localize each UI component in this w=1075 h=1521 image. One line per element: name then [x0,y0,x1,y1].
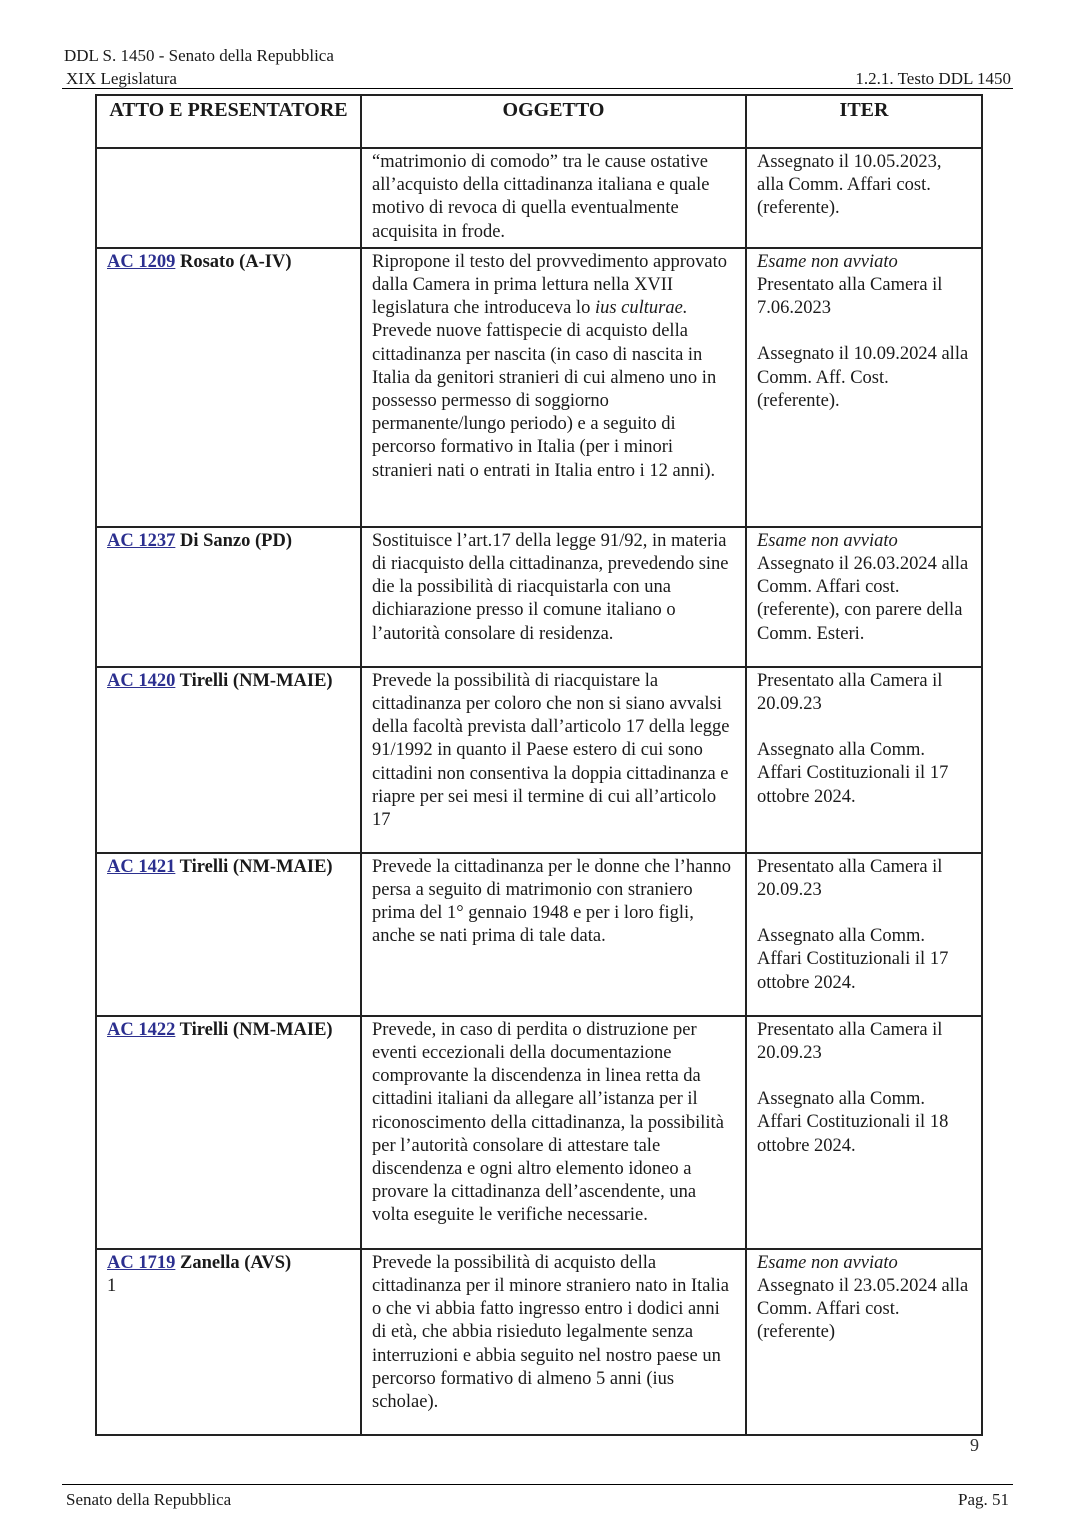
table-row [96,667,982,853]
presenter-name: Tirelli (NM-MAIE) [175,1019,333,1040]
presenter-name: Tirelli (NM-MAIE) [175,670,333,691]
bill-link-ac1237[interactable]: AC 1237 [107,530,176,551]
header-divider [62,88,1013,89]
atto-cell [96,853,361,1016]
presenter-name: Di Sanzo (PD) [175,530,293,551]
table-row [96,1016,982,1249]
oggetto-text: Ripropone il testo del provvedimento approvato dalla Camera in prima lettura nella XVII legislatura che introduceva lo [372,251,728,319]
bills-table [95,94,983,1436]
footnote-marker: 1 [107,1276,117,1297]
atto-cell [96,527,361,667]
oggetto-italic-text: ius culturae. [594,298,688,319]
oggetto-cell: Sostituisce l’art.17 della legge 91/92, in materia di riacquisto della cittadinanza, prevedendo sine die la possibilità di riacquistarla con una dichiarazione presso il comune italiano o l’autorità consolare di residenza. [361,527,746,667]
page-number: 9 [970,1435,979,1455]
bill-link-ac1421[interactable]: AC 1421 [107,856,176,877]
iter-presented: Presentato alla Camera il 20.09.23 [757,856,943,901]
iter-cell [746,148,982,248]
atto-cell [96,248,361,527]
atto-cell [96,667,361,853]
table-header-row [96,95,982,148]
atto-cell [96,1016,361,1249]
table-row [96,248,982,527]
oggetto-cell: Prevede, in caso di perdita o distruzione per eventi eccezionali della documentazione comprovante la discendenza in linea retta da cittadini italiani da allegare all’istanza per il riconoscimento della cittadinanza, la possibilità per l’autorità consolare di attestare tale discendenza e ogni altro elemento idoneo a provare la cittadinanza dell’ascendente, una volta eseguite le verifiche necessarie. [361,1016,746,1249]
presenter-name: Tirelli (NM-MAIE) [175,856,333,877]
iter-cell [746,1016,982,1249]
iter-presented: Presentato alla Camera il 7.06.2023 [757,275,943,319]
presenter-name: Zanella (AVS) [175,1252,292,1273]
iter-cell [746,1249,982,1435]
atto-cell [96,148,361,248]
header-section: 1.2.1. Testo DDL 1450 [855,69,1011,88]
iter-assigned: Assegnato il 26.03.2024 alla Comm. Affari cost. (referente), con parere della Comm. Esteri. [757,554,969,644]
footer-divider [62,1484,1013,1485]
column-header-atto: ATTO E PRESENTATORE [96,95,361,148]
iter-presented: Presentato alla Camera il 20.09.23 [757,670,943,715]
iter-cell [746,248,982,527]
iter-status: Esame non avviato [757,530,898,551]
iter-assigned: Assegnato alla Comm. Affari Costituzionali il 18 ottobre 2024. [757,1089,949,1156]
footer-left: Senato della Repubblica [66,1490,232,1509]
iter-assigned: Assegnato alla Comm. Affari Costituzionali il 17 ottobre 2024. [757,740,949,807]
header-title: DDL S. 1450 - Senato della Repubblica [64,46,334,65]
table-row [96,1249,982,1435]
oggetto-cell: Prevede la cittadinanza per le donne che l’hanno persa a seguito di matrimonio con straniero prima del 1° gennaio 1948 e per i loro figli, anche se nati prima di tale data. [361,853,746,1016]
bill-link-ac1719[interactable]: AC 1719 [107,1252,176,1273]
oggetto-text-cont: Prevede nuove fattispecie di acquisto della cittadinanza per nascita (in caso di nascita in Italia da genitori stranieri di cui almeno uno in possesso permesso di soggiorno permanente/lungo periodo) e a seguito di percorso formativo in Italia (per i minori stranieri nati o entrati in Italia entro i 12 anni). [372,321,717,481]
iter-cell [746,527,982,667]
iter-assigned: Assegnato alla Comm. Affari Costituzionali il 17 ottobre 2024. [757,926,949,993]
iter-status: Esame non avviato [757,1252,898,1273]
iter-cell [746,853,982,1016]
footer-page: Pag. 51 [958,1490,1009,1509]
atto-cell [96,1249,361,1435]
bill-link-ac1420[interactable]: AC 1420 [107,670,176,691]
header-legislature: XIX Legislatura [66,69,177,88]
iter-cell [746,667,982,853]
iter-presented: Presentato alla Camera il 20.09.23 [757,1019,943,1064]
table-row [96,148,982,248]
presenter-name: Rosato (A-IV) [175,251,292,272]
oggetto-cell: Prevede la possibilità di riacquistare la cittadinanza per coloro che non si siano avvalsi della facoltà prevista dall’articolo 17 della legge 91/1992 in quanto il Paese estero di cui sono cittadini non consentiva la doppia cittadinanza e riapre per sei mesi il termine di cui all’articolo 17 [361,667,746,853]
oggetto-cell [361,248,746,527]
iter-assigned: Assegnato il 10.09.2024 alla Comm. Aff. Cost. (referente). [757,344,969,411]
oggetto-cell: “matrimonio di comodo” tra le cause ostative all’acquisto della cittadinanza italiana e quale motivo di revoca di quella eventualmente acquisita in frode. [361,148,746,248]
iter-status: Esame non avviato [757,251,898,272]
column-header-oggetto: OGGETTO [361,95,746,148]
column-header-iter: ITER [746,95,982,148]
bill-link-ac1422[interactable]: AC 1422 [107,1019,176,1040]
bill-link-ac1209[interactable]: AC 1209 [107,251,176,272]
table-row [96,853,982,1016]
iter-assigned: Assegnato il 23.05.2024 alla Comm. Affari cost. (referente) [757,1276,969,1343]
oggetto-cell: Prevede la possibilità di acquisto della cittadinanza per il minore straniero nato in Italia o che vi abbia fatto ingresso entro i dodici anni di età, che abbia risieduto legalmente senza interruzioni e abbia seguito nel nostro paese un percorso formativo di almeno 5 anni (ius scholae). [361,1249,746,1435]
iter-text: Assegnato il 10.05.2023, alla Comm. Affari cost. (referente). [757,152,942,219]
table-row [96,527,982,667]
